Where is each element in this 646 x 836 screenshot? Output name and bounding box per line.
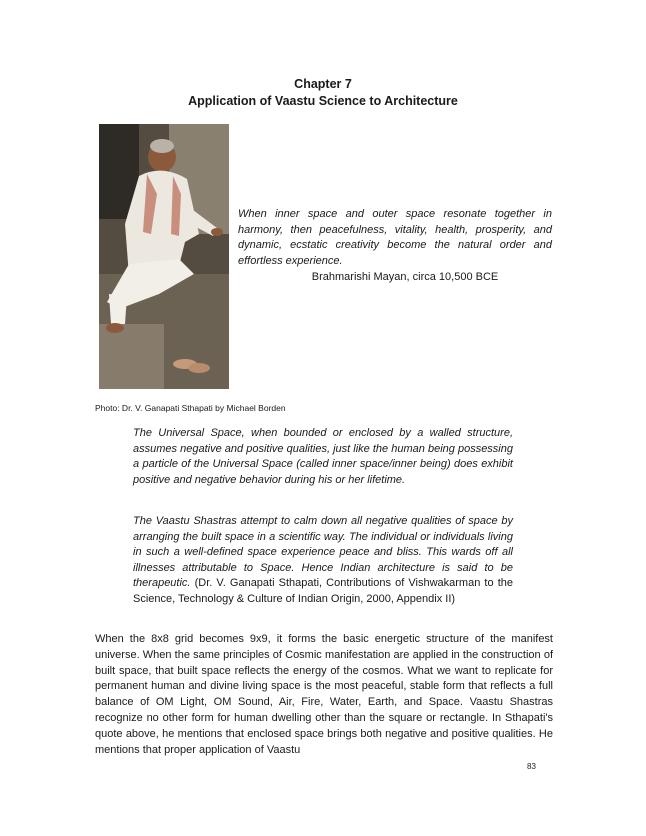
chapter-title: Application of Vaastu Science to Architecture bbox=[188, 94, 458, 108]
chapter-heading bbox=[0, 76, 646, 110]
epigraph-attribution: Brahmarishi Mayan, circa 10,500 BCE bbox=[311, 271, 499, 283]
block-quote-paragraph-1 bbox=[133, 426, 513, 488]
quote-citation: (Dr. V. Ganapati Sthapati, Contributions of Vishwakarman to the Science, Technology & Culture of Indian Origin, 2000, Appendix II) bbox=[133, 577, 513, 605]
block-quote-paragraph-2 bbox=[133, 514, 513, 608]
portrait-photo bbox=[99, 124, 229, 389]
epigraph bbox=[238, 207, 552, 286]
epigraph-text: When inner space and outer space resonate together in harmony, then peacefulness, vitality, health, prosperity, and dynamic, ecstatic creativity become the natural order and effortless experience. bbox=[238, 208, 552, 267]
quote-text-1: The Universal Space, when bounded or enclosed by a walled structure, assumes negative and positive qualities, just like the human being possessing a particle of the Universal Space (called inner space/inner being) does exhibit positive and negative behavior during his or her lifetime. bbox=[133, 427, 513, 486]
page-number: 83 bbox=[527, 762, 536, 771]
body-paragraph bbox=[95, 632, 553, 758]
quote-body-2: The Vaastu Shastras attempt to calm down all negative qualities of space by arranging the built space in a scientific way. The individual or individuals living in such a well-defined space experience peace and bliss. This wards off all illnesses attributable to Space. Hence Indian architecture is said to be therapeutic. bbox=[133, 515, 513, 590]
photo-caption: Photo: Dr. V. Ganapati Sthapati by Michael Borden bbox=[95, 403, 286, 413]
quote-text-2 bbox=[133, 514, 513, 608]
body-text: When the 8x8 grid becomes 9x9, it forms the basic energetic structure of the manifest universe. When the same principles of Cosmic manifestation are applied in the construction of built space, that built space reflects the energy of the cosmos. What we want to replicate for permanent human and divine living space is the most peaceful, stable form that reflects a full balance of OM Light, OM Sound, Air, Fire, Water, Earth, and Space. Vaastu Shastras recognize no other form for human dwelling other than the square or rectangle. In Sthapati's quote above, he mentions that enclosed space brings both negative and positive qualities. He mentions that proper application of Vaastu bbox=[95, 633, 553, 756]
chapter-number: Chapter 7 bbox=[294, 77, 352, 91]
